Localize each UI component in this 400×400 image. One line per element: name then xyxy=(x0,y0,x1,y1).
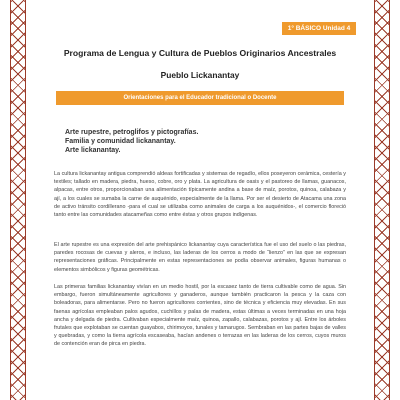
topic-item: Familia y comunidad lickanantay. xyxy=(65,138,176,145)
section-banner: Orientaciones para el Educador tradicional o Docente xyxy=(56,91,344,105)
topic-list xyxy=(65,128,325,155)
grade-unit-badge: 1° BÁSICO Unidad 4 xyxy=(282,22,356,35)
decorative-border-left xyxy=(10,0,26,400)
body-paragraph: La cultura lickanantay antigua comprendió aldeas fortificadas y sistemas de regadío, ellos poseyeron cerámica, cestería y textiles; tallado en madera, piedra, hueso, cobre, oro y plata. La agricultura de oasis y el pastoreo de llamas, guanacos, alpacas, entre otros, proporcionaban una alimentación típicamente andina a base de maíz, porotos, quinoa, calabaza y ají, a los cuales se sumaba la carne de auquénido, especialmente de la llama. Por ser el desierto de Atacama una zona de activo tránsito cordillerano -para el cual se utilizaba como animales de carga a los auquénidos-, el comercio floreció tanto entre las comunidades atacameñas como entre éstas y otros grupos indígenas. xyxy=(54,171,346,219)
topic-item: Arte lickanantay. xyxy=(65,147,121,154)
people-title: Pueblo Lickanantay xyxy=(160,70,240,80)
topic-item: Arte rupestre, petroglifos y pictografías. xyxy=(65,129,199,136)
decorative-border-right xyxy=(374,0,390,400)
body-paragraph: El arte rupestre es una expresión del arte prehispánico lickanantay cuya característica fue el uso del suelo o las piedras, paredes rocosas de cuevas y aleros, e incluso, las laderas de los cerros a modo de “lienzo” en las que se expresan representaciones gráficas. Principalmente en estas representaciones se podía observar animales, figuras humanas o elementos simbólicos y figuras geométricas. xyxy=(54,242,346,273)
body-paragraph: Las primeras familias lickanantay vivían en un medio hostil, por la escasez tanto de tierra cultivable como de agua. Sin embargo, fueron simultáneamente agricultores y ganaderos, aunque también practicaron la pesca y la caza con boleadoras, para alimentarse. Pero no fueron agricultores corrientes, sino de técnica y eficiencia muy elevadas. En sus faenas agrícolas empleaban palos agudos, cuchillos y palas de madera, estas últimas a veces terminadas en una hoja ancha y delgada de piedra. Cultivaban especialmente maíz, quinoa, zapallo, calabazas, porotos y ají. Entre los árboles frutales que explotaban se cuentan guayabos, chirimoyos, tunales y tamarugos. Sembraban en las partes bajas de valles y quebradas, y como la tierra agrícola escaseaba, hacían andenes o terrazas en las laderas de los cerros, cuyos muros de contención eran de pirca en piedra. xyxy=(54,284,346,348)
program-title: Programa de Lengua y Cultura de Pueblos Originarios Ancestrales xyxy=(63,48,337,58)
